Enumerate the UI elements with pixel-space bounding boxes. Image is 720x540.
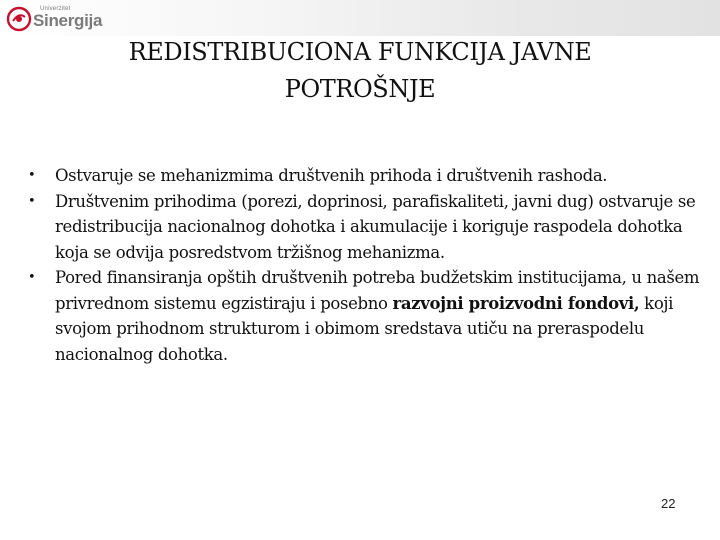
bullet-dot-icon: • [28,270,36,285]
sinergija-logo-icon [6,6,32,32]
logo-university-label: Univerzitet [40,6,71,12]
bullet-text-after: koji svojom prihodnom strukturom i obimom sredstava utiču na preraspodelu nacionalnog dohotka. [55,293,674,364]
bullet-item [26,163,702,189]
title-line-2: POTROŠNJE [284,75,436,103]
bullet-text: Društvenim prihodima (porezi, doprinosi, parafiskaliteti, javni dug) ostvaruje se redistribucija nacionalnog dohotka i akumulacije i koriguje raspodela dohotka koja se odvija posredstvom tržišnog mehanizma. [55,191,696,262]
bullet-text-before: Pored finansiranja opštih društvenih potreba budžetskim institucijama, u našem privrednom sistemu egzistiraju i posebno [55,268,700,313]
bullet-text: Ostvaruje se mehanizmima društvenih prihoda i društvenih rashoda. [55,166,608,185]
header-band [0,0,720,36]
bullet-list [26,163,702,367]
bullet-dot-icon: • [28,193,36,209]
page-number: 22 [661,496,676,511]
bullet-dot-icon: • [28,168,36,183]
logo-name: Sinergija [33,11,103,30]
bullet-item [26,189,702,266]
slide-title [40,34,680,108]
university-logo [6,4,103,32]
title-line-1: REDISTRIBUCIONA FUNKCIJA JAVNE [128,38,592,66]
bullet-item [26,265,702,367]
bullet-text-bold: razvojni proizvodni fondovi, [392,293,640,313]
